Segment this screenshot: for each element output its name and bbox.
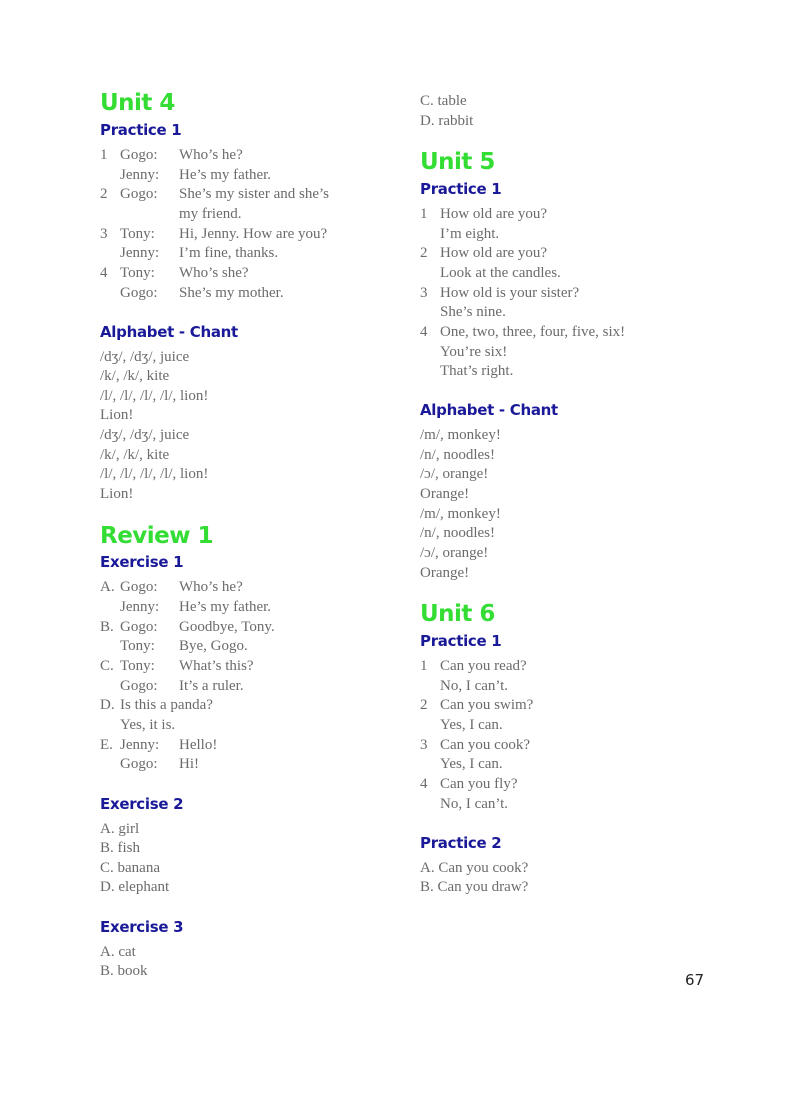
unit-5-title: Unit 5 xyxy=(420,149,495,175)
unit-4-practice-1-heading: Practice 1 xyxy=(100,121,182,139)
page-number: 67 xyxy=(685,971,705,989)
answer-line: B. Can you draw? xyxy=(420,879,529,895)
chant-line: /n/, noodles! xyxy=(420,447,495,463)
chant-line: /k/, /k/, kite xyxy=(100,447,170,463)
exercise-1-heading: Exercise 1 xyxy=(100,553,184,571)
unit-4-title: Unit 4 xyxy=(100,90,175,116)
chant-line: /m/, monkey! xyxy=(420,427,501,443)
unit-5-chant-heading: Alphabet - Chant xyxy=(420,401,558,419)
chant-line: /dʒ/, /dʒ/, juice xyxy=(100,427,190,443)
chant-line: /dʒ/, /dʒ/, juice xyxy=(100,349,190,365)
answer-line: C. banana xyxy=(100,860,160,876)
chant-line: /n/, noodles! xyxy=(420,525,495,541)
unit-6-practice-1-heading: Practice 1 xyxy=(420,632,502,650)
unit-6-title: Unit 6 xyxy=(420,601,495,627)
answer-line: B. book xyxy=(100,963,148,979)
unit-5-practice-1-heading: Practice 1 xyxy=(420,180,502,198)
answer-line: B. fish xyxy=(100,840,141,856)
chant-line: Orange! xyxy=(420,565,470,581)
answer-line: A. Can you cook? xyxy=(420,860,529,876)
chant-line: /m/, monkey! xyxy=(420,506,501,522)
chant-line: Orange! xyxy=(420,486,470,502)
chant-line: /ɔ/, orange! xyxy=(420,545,489,561)
exercise-2-heading: Exercise 2 xyxy=(100,795,184,813)
chant-line: Lion! xyxy=(100,486,134,502)
answer-line: D. elephant xyxy=(100,879,170,895)
unit-6-practice-2-heading: Practice 2 xyxy=(420,834,502,852)
answer-line: C. table xyxy=(420,93,467,109)
chant-line: /k/, /k/, kite xyxy=(100,368,170,384)
answer-line: A. cat xyxy=(100,944,136,960)
unit-4-chant-heading: Alphabet - Chant xyxy=(100,323,238,341)
chant-line: /l/, /l/, /l/, /l/, lion! xyxy=(100,388,209,404)
review-1-title: Review 1 xyxy=(100,523,214,549)
exercise-3-heading: Exercise 3 xyxy=(100,918,184,936)
chant-line: /l/, /l/, /l/, /l/, lion! xyxy=(100,466,209,482)
chant-line: Lion! xyxy=(100,407,134,423)
chant-line: /ɔ/, orange! xyxy=(420,466,489,482)
answer-line: D. rabbit xyxy=(420,113,474,129)
answer-line: A. girl xyxy=(100,821,140,837)
